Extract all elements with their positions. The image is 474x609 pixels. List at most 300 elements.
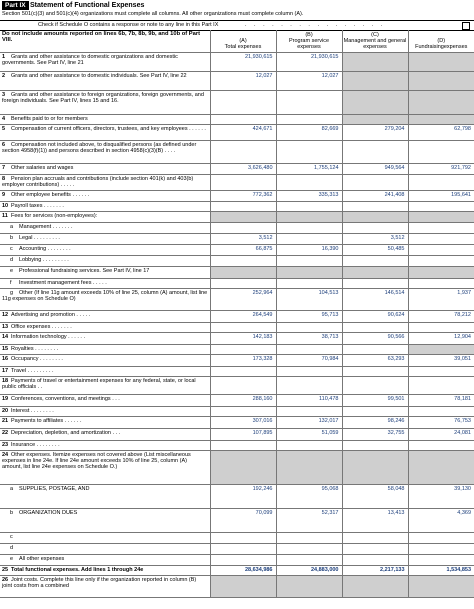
col-d-letter: (D) (437, 38, 446, 45)
line-label (0, 406, 210, 416)
amount-col-c[interactable] (342, 554, 408, 565)
amount-col-a[interactable]: 12,027 (210, 71, 276, 90)
amount-col-c[interactable] (342, 344, 408, 354)
table-row (0, 255, 474, 266)
amount-col-d[interactable] (408, 575, 474, 597)
amount-col-d[interactable] (408, 543, 474, 554)
amount-col-c[interactable] (342, 543, 408, 554)
line-label (0, 428, 210, 440)
line-description: Travel . . . . . . . . . (11, 367, 54, 374)
amount-col-d[interactable]: 39,051 (408, 354, 474, 366)
amount-col-b[interactable] (276, 440, 342, 450)
line-description: Payments of travel or entertainment expenses for any federal, state, or local public officials . . (2, 377, 196, 390)
line-label (0, 565, 210, 575)
table-row (0, 532, 474, 543)
table-row (0, 543, 474, 554)
line-description: Lobbying . . . . . . . . . (19, 256, 69, 263)
line-label (0, 450, 210, 484)
amount-col-a[interactable] (210, 255, 276, 266)
amount-col-a[interactable] (210, 211, 276, 222)
col-d-label: Fundraisingexpenses (415, 44, 468, 51)
table-row (0, 140, 474, 163)
line-label (0, 366, 210, 376)
line-label (0, 211, 210, 222)
line-number: 7 (2, 164, 6, 171)
amount-col-b[interactable] (276, 222, 342, 233)
amount-col-d[interactable] (408, 222, 474, 233)
line-description: Other salaries and wages (11, 164, 74, 171)
amount-col-d[interactable] (408, 52, 474, 71)
line-number: 5 (2, 125, 6, 132)
amount-col-b[interactable] (276, 90, 342, 114)
line-description: Advertising and promotion . . . . . (11, 311, 91, 318)
amount-col-c[interactable]: 90,566 (342, 332, 408, 344)
line-number: 15 (2, 345, 9, 352)
col-c-letter: (C) (371, 31, 379, 38)
amount-col-b[interactable]: 16,390 (276, 244, 342, 255)
amount-col-a[interactable] (210, 344, 276, 354)
line-number: 20 (2, 407, 9, 414)
table-row (0, 266, 474, 278)
col-b-header (276, 30, 342, 52)
line-description: Compensation not included above, to disqualified persons (as defined under section 4958(f)(1)) and persons described in section 4958(c)(3)(B) . . . . (2, 141, 197, 154)
amount-col-c[interactable]: 949,564 (342, 163, 408, 174)
amount-col-c[interactable] (342, 201, 408, 211)
table-row (0, 450, 474, 484)
line-number: e (10, 267, 14, 274)
schedule-o-checkbox[interactable] (462, 22, 470, 30)
amount-col-c[interactable] (342, 90, 408, 114)
amount-col-b[interactable]: 12,027 (276, 71, 342, 90)
line-description: Fees for services (non-employees): (11, 212, 98, 219)
amount-col-a[interactable] (210, 450, 276, 484)
amount-col-a[interactable]: 3,512 (210, 233, 276, 244)
line-label (0, 190, 210, 201)
amount-col-a[interactable]: 107,895 (210, 428, 276, 440)
amount-col-d[interactable] (408, 450, 474, 484)
table-row (0, 124, 474, 140)
amount-col-a[interactable]: 424,671 (210, 124, 276, 140)
amount-col-a[interactable]: 3,626,480 (210, 163, 276, 174)
amount-col-b[interactable] (276, 114, 342, 124)
table-row (0, 428, 474, 440)
amount-col-b[interactable] (276, 255, 342, 266)
line-number: 4 (2, 115, 6, 122)
table-row (0, 484, 474, 508)
amount-col-a[interactable]: 772,362 (210, 190, 276, 201)
amount-col-c[interactable]: 50,485 (342, 244, 408, 255)
table-row (0, 190, 474, 201)
amount-col-b[interactable] (276, 376, 342, 394)
amount-col-d[interactable] (408, 366, 474, 376)
amount-col-b[interactable] (276, 543, 342, 554)
line-label (0, 71, 210, 90)
line-label (0, 394, 210, 406)
amount-col-c[interactable]: 146,514 (342, 288, 408, 310)
amount-col-b[interactable]: 82,669 (276, 124, 342, 140)
amount-col-d[interactable] (408, 266, 474, 278)
amount-col-a[interactable]: 21,930,615 (210, 52, 276, 71)
amount-col-d[interactable] (408, 376, 474, 394)
amount-col-c[interactable] (342, 406, 408, 416)
amount-col-b[interactable] (276, 344, 342, 354)
amount-col-a[interactable] (210, 266, 276, 278)
table-row (0, 90, 474, 114)
amount-col-d[interactable]: 195,641 (408, 190, 474, 201)
line-description: Benefits paid to or for members (11, 115, 88, 122)
line-number: c (10, 533, 13, 540)
amount-col-b[interactable]: 132,017 (276, 416, 342, 428)
amount-col-a[interactable]: 142,183 (210, 332, 276, 344)
line-label (0, 310, 210, 322)
amount-col-b[interactable] (276, 366, 342, 376)
amount-col-b[interactable]: 70,984 (276, 354, 342, 366)
line-number: 6 (2, 141, 6, 148)
line-label (0, 354, 210, 366)
amount-col-c[interactable]: 98,246 (342, 416, 408, 428)
line-label (0, 201, 210, 211)
amount-col-d[interactable] (408, 174, 474, 190)
amount-col-c[interactable]: 63,293 (342, 354, 408, 366)
amount-col-b[interactable] (276, 554, 342, 565)
table-row (0, 233, 474, 244)
line-label (0, 52, 210, 71)
line-label (0, 174, 210, 190)
line-label (0, 543, 210, 554)
line-description: Other employee benefits . . . . . . (11, 191, 90, 198)
line-number: 3 (2, 91, 6, 98)
table-row (0, 211, 474, 222)
amount-col-d[interactable]: 24,081 (408, 428, 474, 440)
line-description: Investment management fees . . . . . (19, 279, 107, 286)
amount-col-b[interactable]: 110,478 (276, 394, 342, 406)
amount-col-d[interactable] (408, 201, 474, 211)
amount-col-a[interactable]: 70,099 (210, 508, 276, 532)
amount-col-d[interactable] (408, 278, 474, 288)
line-number: f (10, 279, 12, 286)
line-description: Information technology . . . . . . (11, 333, 85, 340)
table-row (0, 575, 474, 597)
line-number: 1 (2, 53, 6, 60)
amount-col-c[interactable] (342, 440, 408, 450)
amount-col-a[interactable] (210, 406, 276, 416)
amount-col-a[interactable]: 288,160 (210, 394, 276, 406)
line-description: Compensation of current officers, directors, trustees, and key employees . . . . . . (11, 125, 206, 132)
table-row (0, 366, 474, 376)
table-row (0, 440, 474, 450)
amount-col-c[interactable] (342, 322, 408, 332)
line-number: 26 (2, 576, 9, 583)
line-description: Office expenses . . . . . . . (11, 323, 72, 330)
line-number: 18 (2, 377, 9, 384)
line-label (0, 124, 210, 140)
amount-col-d[interactable]: 921,792 (408, 163, 474, 174)
table-row (0, 322, 474, 332)
check-line-text: Check if Schedule O contains a response or note to any line in this Part IX (38, 22, 219, 28)
amount-col-a[interactable]: 192,246 (210, 484, 276, 508)
amount-col-d[interactable]: 78,181 (408, 394, 474, 406)
amount-col-c[interactable] (342, 266, 408, 278)
columns-caption: Do not include amounts reported on lines 6b, 7b, 8b, 9b, and 10b of Part VIII. (0, 30, 210, 52)
amount-col-b[interactable]: 95,713 (276, 310, 342, 322)
amount-col-b[interactable]: 335,313 (276, 190, 342, 201)
amount-col-b[interactable] (276, 406, 342, 416)
amount-col-b[interactable] (276, 211, 342, 222)
line-description: Pension plan accruals and contributions (include section 401(k) and 403(b) employer contributions) . . . . . (2, 175, 194, 188)
amount-col-a[interactable] (210, 201, 276, 211)
amount-col-d[interactable] (408, 322, 474, 332)
line-label (0, 440, 210, 450)
amount-col-a[interactable]: 307,016 (210, 416, 276, 428)
line-label (0, 575, 210, 597)
line-number: b (10, 509, 14, 516)
amount-col-d[interactable]: 39,130 (408, 484, 474, 508)
amount-col-d[interactable] (408, 554, 474, 565)
amount-col-a[interactable] (210, 543, 276, 554)
amount-col-b[interactable]: 21,930,615 (276, 52, 342, 71)
line-label (0, 288, 210, 310)
line-label (0, 532, 210, 543)
line-description: Royalties . . . . . . . . (11, 345, 59, 352)
amount-col-d[interactable] (408, 440, 474, 450)
line-label (0, 484, 210, 508)
amount-col-c[interactable] (342, 140, 408, 163)
amount-col-a[interactable] (210, 174, 276, 190)
amount-col-d[interactable]: 12,904 (408, 332, 474, 344)
amount-col-d[interactable] (408, 140, 474, 163)
line-description: Conferences, conventions, and meetings . . . (11, 395, 120, 402)
table-row (0, 163, 474, 174)
line-description: Occupancy . . . . . . . . (11, 355, 63, 362)
amount-col-c[interactable] (342, 575, 408, 597)
line-number: 23 (2, 441, 9, 448)
amount-col-b[interactable]: 38,713 (276, 332, 342, 344)
line-label (0, 255, 210, 266)
amount-col-d[interactable] (408, 90, 474, 114)
col-c-header (342, 30, 408, 52)
amount-col-c[interactable] (342, 222, 408, 233)
amount-col-d[interactable] (408, 71, 474, 90)
line-number: e (10, 555, 14, 562)
table-row (0, 288, 474, 310)
amount-col-d[interactable] (408, 406, 474, 416)
amount-col-a[interactable] (210, 376, 276, 394)
line-label (0, 554, 210, 565)
line-number: 13 (2, 323, 9, 330)
line-description: Professional fundraising services. See Part IV, line 17 (19, 267, 150, 274)
line-description: Grants and other assistance to domestic organizations and domestic governments. See Part IV, line 21 (2, 53, 178, 66)
line-number: 22 (2, 429, 9, 436)
line-number: 17 (2, 367, 9, 374)
amount-col-b[interactable] (276, 174, 342, 190)
table-row (0, 222, 474, 233)
line-description: Other (If line 11g amount exceeds 10% of line 25, column (A) amount, list line 11g expenses on Schedule O) (2, 289, 208, 302)
amount-col-c[interactable]: 58,048 (342, 484, 408, 508)
line-description: Legal . . . . . . . . . (19, 234, 60, 241)
line-label (0, 266, 210, 278)
amount-col-c[interactable] (342, 174, 408, 190)
col-c-label: Management and general expenses (343, 38, 407, 51)
table-row (0, 554, 474, 565)
amount-col-c[interactable]: 32,755 (342, 428, 408, 440)
amount-col-d[interactable]: 62,798 (408, 124, 474, 140)
line-description: Joint costs. Complete this line only if the organization reported in column (B) joint costs from a combined (2, 576, 197, 589)
line-label (0, 344, 210, 354)
amount-col-c[interactable] (342, 278, 408, 288)
amount-col-d[interactable] (408, 244, 474, 255)
amount-col-a[interactable] (210, 90, 276, 114)
table-row (0, 508, 474, 532)
amount-col-a[interactable] (210, 554, 276, 565)
amount-col-a[interactable] (210, 278, 276, 288)
col-a-header (210, 30, 276, 52)
line-description: Total functional expenses. Add lines 1 through 24e (11, 566, 144, 573)
table-row (0, 416, 474, 428)
line-description: Grants and other assistance to foreign organizations, foreign governments, and foreign individuals. See Part IV, lines 15 and 16. (2, 91, 204, 104)
line-description: All other expenses (19, 555, 65, 562)
line-number: 16 (2, 355, 9, 362)
line-number: 10 (2, 202, 9, 209)
amount-col-b[interactable]: 104,513 (276, 288, 342, 310)
table-row (0, 394, 474, 406)
table-row (0, 278, 474, 288)
table-row (0, 310, 474, 322)
amount-col-b[interactable] (276, 450, 342, 484)
amount-col-d[interactable] (408, 344, 474, 354)
amount-col-b[interactable]: 52,317 (276, 508, 342, 532)
table-row (0, 52, 474, 71)
amount-col-d[interactable]: 76,753 (408, 416, 474, 428)
amount-col-d[interactable] (408, 255, 474, 266)
table-row (0, 114, 474, 124)
amount-col-c[interactable] (342, 366, 408, 376)
amount-col-a[interactable] (210, 222, 276, 233)
line-number: 14 (2, 333, 9, 340)
amount-col-b[interactable] (276, 140, 342, 163)
amount-col-c[interactable] (342, 71, 408, 90)
amount-col-a[interactable]: 264,549 (210, 310, 276, 322)
line-label (0, 278, 210, 288)
amount-col-d[interactable] (408, 114, 474, 124)
amount-col-c[interactable]: 241,408 (342, 190, 408, 201)
table-row (0, 376, 474, 394)
amount-col-b[interactable]: 95,068 (276, 484, 342, 508)
amount-col-c[interactable] (342, 450, 408, 484)
amount-col-c[interactable]: 99,501 (342, 394, 408, 406)
line-label (0, 508, 210, 532)
line-number: 21 (2, 417, 9, 424)
col-b-label: Program service expenses (288, 38, 330, 51)
line-number: 12 (2, 311, 9, 318)
line-description: Payments to affiliates . . . . . . (11, 417, 82, 424)
amount-col-c[interactable] (342, 52, 408, 71)
line-number: 11 (2, 212, 8, 219)
amount-col-a[interactable]: 28,634,986 (210, 565, 276, 575)
table-row (0, 344, 474, 354)
amount-col-c[interactable]: 279,204 (342, 124, 408, 140)
amount-col-c[interactable] (342, 211, 408, 222)
col-b-letter: (B) (305, 31, 313, 38)
part-subtitle: Section 501(c)(3) and 501(c)(4) organizations must complete all columns. All other organizations must complete column (A). (2, 11, 304, 17)
amount-col-b[interactable]: 1,755,124 (276, 163, 342, 174)
line-label (0, 233, 210, 244)
line-label (0, 140, 210, 163)
line-description: Other expenses. Itemize expenses not covered above (List miscellaneous expenses in line 24e. If line 24e amount exceeds 10% of line 25, column (A) amount, list line 24e expenses on Schedule O.) (2, 451, 191, 470)
table-row (0, 201, 474, 211)
amount-col-d[interactable]: 1,937 (408, 288, 474, 310)
line-label (0, 163, 210, 174)
amount-col-c[interactable] (342, 255, 408, 266)
amount-col-c[interactable] (342, 376, 408, 394)
amount-col-a[interactable] (210, 366, 276, 376)
table-row (0, 244, 474, 255)
line-description: Insurance . . . . . . . . (11, 441, 60, 448)
line-label (0, 222, 210, 233)
amount-col-c[interactable]: 3,512 (342, 233, 408, 244)
line-label (0, 244, 210, 255)
line-description: ORGANIZATION DUES (19, 509, 78, 516)
line-number: 25 (2, 566, 9, 573)
amount-col-d[interactable] (408, 233, 474, 244)
amount-col-b[interactable] (276, 233, 342, 244)
amount-col-d[interactable]: 1,534,853 (408, 565, 474, 575)
table-row (0, 332, 474, 344)
amount-col-a[interactable] (210, 532, 276, 543)
amount-col-c[interactable] (342, 532, 408, 543)
amount-col-b[interactable] (276, 201, 342, 211)
amount-col-b[interactable]: 51,059 (276, 428, 342, 440)
col-a-label: Total expenses (224, 44, 262, 51)
amount-col-b[interactable] (276, 266, 342, 278)
amount-col-a[interactable] (210, 114, 276, 124)
line-description: SUPPLIES, POSTAGE, AND (19, 485, 90, 492)
line-number: c (10, 245, 13, 252)
amount-col-d[interactable] (408, 211, 474, 222)
amount-col-c[interactable] (342, 114, 408, 124)
amount-col-a[interactable] (210, 322, 276, 332)
amount-col-c[interactable]: 13,413 (342, 508, 408, 532)
amount-col-b[interactable] (276, 532, 342, 543)
line-number: 24 (2, 451, 9, 458)
amount-col-d[interactable]: 4,369 (408, 508, 474, 532)
amount-col-d[interactable]: 78,212 (408, 310, 474, 322)
line-label (0, 376, 210, 394)
amount-col-b[interactable] (276, 322, 342, 332)
amount-col-b[interactable] (276, 575, 342, 597)
part-header (0, 0, 474, 28)
table-row (0, 565, 474, 575)
amount-col-c[interactable]: 90,624 (342, 310, 408, 322)
amount-col-a[interactable] (210, 575, 276, 597)
amount-col-d[interactable] (408, 532, 474, 543)
col-d-header (408, 30, 474, 52)
amount-col-a[interactable]: 173,328 (210, 354, 276, 366)
line-number: d (10, 256, 14, 263)
line-number: a (10, 223, 14, 230)
amount-col-b[interactable] (276, 278, 342, 288)
amount-col-a[interactable] (210, 140, 276, 163)
amount-col-b[interactable]: 24,883,000 (276, 565, 342, 575)
amount-col-a[interactable]: 252,964 (210, 288, 276, 310)
line-description: Management . . . . . . . (19, 223, 73, 230)
amount-col-a[interactable]: 66,875 (210, 244, 276, 255)
amount-col-a[interactable] (210, 440, 276, 450)
line-number: 9 (2, 191, 6, 198)
line-number: 19 (2, 395, 9, 402)
expenses-table (0, 30, 474, 598)
amount-col-c[interactable]: 2,217,133 (342, 565, 408, 575)
line-label (0, 90, 210, 114)
